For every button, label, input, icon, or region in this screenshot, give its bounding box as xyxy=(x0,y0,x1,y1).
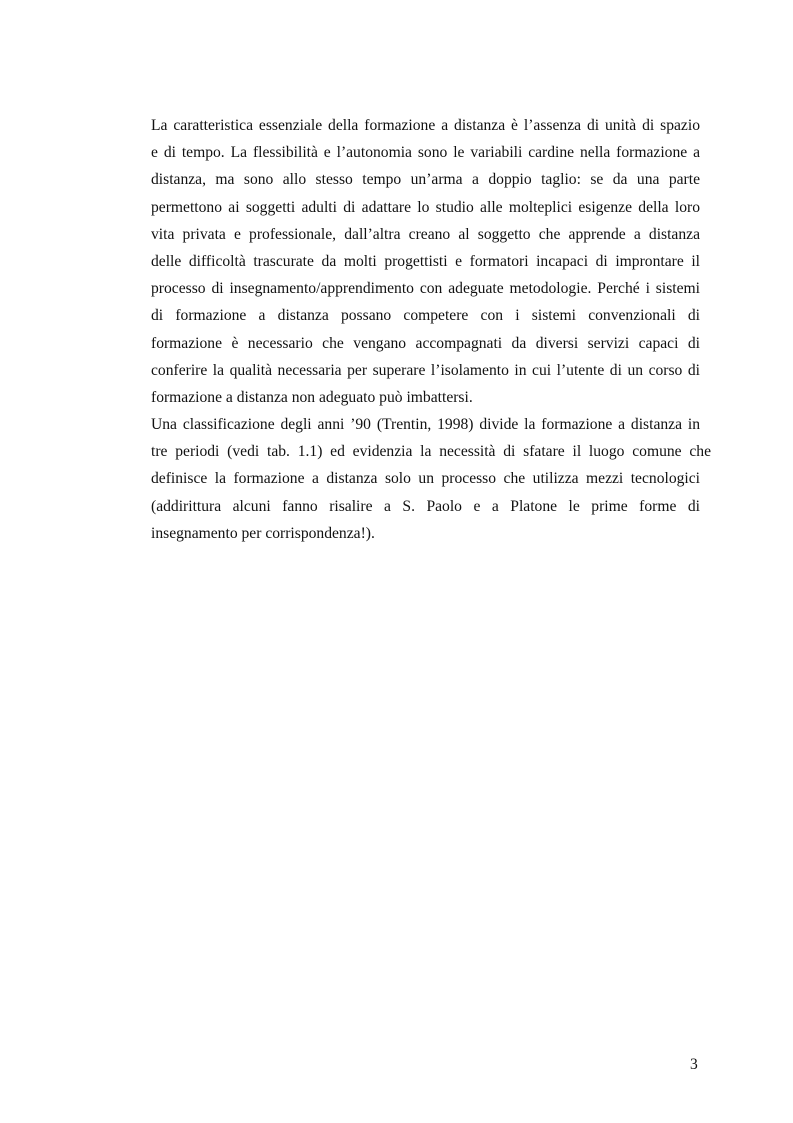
text-line: distanza, ma sono allo stesso tempo un’arma a doppio taglio: se da una parte xyxy=(151,171,700,189)
text-line: Una classificazione degli anni ’90 (Trentin, 1998) divide la formazione a distanza in xyxy=(151,416,700,434)
text-line: formazione è necessario che vengano accompagnati da diversi servizi capaci di xyxy=(151,334,700,352)
page-number: 3 xyxy=(690,1056,698,1073)
paragraph-1 xyxy=(151,112,711,411)
text-line: insegnamento per corrispondenza!). xyxy=(151,524,375,542)
text-line: e di tempo. La flessibilità e l’autonomia sono le variabili cardine nella formazione a xyxy=(151,144,700,162)
text-line: delle difficoltà trascurate da molti progettisti e formatori incapaci di improntare il xyxy=(151,252,700,270)
text-line: vita privata e professionale, dall’altra creano al soggetto che apprende a distanza xyxy=(151,225,700,243)
text-line: di formazione a distanza possano competere con i sistemi convenzionali di xyxy=(151,307,700,325)
text-line: tre periodi (vedi tab. 1.1) ed evidenzia la necessità di sfatare il luogo comune che xyxy=(151,443,711,461)
text-line: (addirittura alcuni fanno risalire a S. Paolo e a Platone le prime forme di xyxy=(151,497,700,515)
text-line: conferire la qualità necessaria per superare l’isolamento in cui l’utente di un corso di xyxy=(151,361,700,379)
text-line: formazione a distanza non adeguato può imbattersi. xyxy=(151,388,473,406)
text-line: processo di insegnamento/apprendimento con adeguate metodologie. Perché i sistemi xyxy=(151,280,700,298)
paragraph-2 xyxy=(151,411,711,547)
text-line: definisce la formazione a distanza solo un processo che utilizza mezzi tecnologici xyxy=(151,470,700,488)
text-line: La caratteristica essenziale della formazione a distanza è l’assenza di unità di spazio xyxy=(151,117,700,134)
text-line: permettono ai soggetti adulti di adattare lo studio alle molteplici esigenze della loro xyxy=(151,198,700,216)
body-text xyxy=(151,112,711,547)
